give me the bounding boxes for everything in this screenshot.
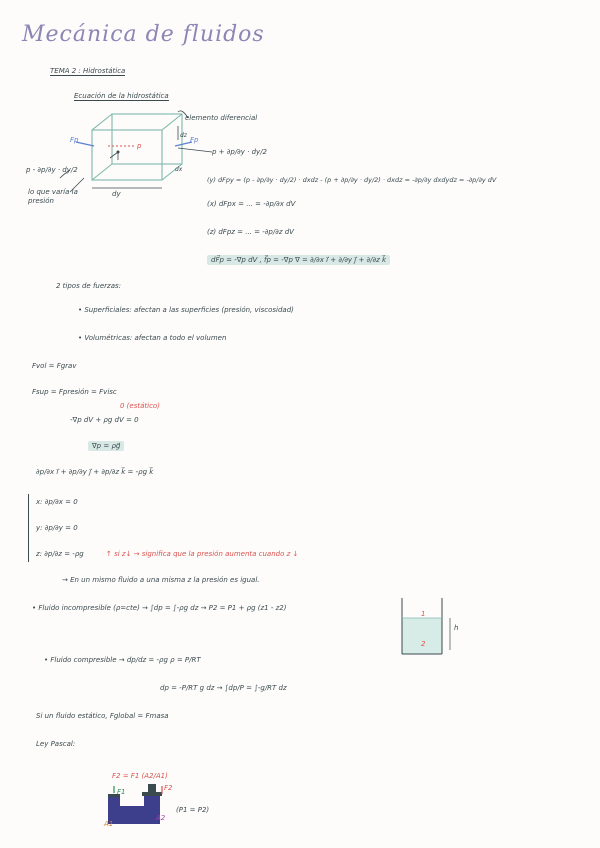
left-formula: p - ∂p/∂y · dy/2 (26, 166, 78, 174)
equation-x: (x) dFpx = ... = -∂p/∂x dV (207, 200, 296, 208)
tank-water (402, 618, 442, 654)
equation-y: (y) dFpy = (p - ∂p/∂y · dy/2) · dxdz - (p + ∂p/∂y · dy/2) · dxdz = -∂p/∂y dxdydz = -∂p/∂y dV (207, 176, 497, 184)
system-z: z: ∂p/∂z = -ρg (36, 550, 84, 558)
press-formula: F2 = F1 (A2/A1) (112, 772, 168, 780)
system-brace (28, 494, 29, 562)
section-ecuacion-heading: Ecuación de la hidrostática (74, 92, 169, 100)
press-f2-label: F2 (164, 784, 173, 792)
cube-back-face (112, 114, 182, 164)
press-a2-label: A2 (156, 814, 166, 822)
compresible-equation: • Fluido compresible → dp/dz = -ρg ρ = P/RT (44, 656, 201, 664)
press-f1-label: F1 (117, 788, 126, 796)
p-center-label: p (137, 142, 142, 150)
right-pointer (178, 148, 212, 152)
press-large-piston (142, 792, 162, 796)
press-a1-label: A1 (104, 820, 114, 828)
cube-edge (92, 114, 112, 130)
press-fluid-base (108, 806, 160, 824)
force-balance: -∇p dV + ρg dV = 0 (70, 416, 139, 424)
tank-point-1: 1 (421, 610, 426, 618)
system-z-note: ↑ si z↓ → significa que la presión aumenta cuando z ↓ (106, 550, 299, 558)
fvol-equation: Fvol = Fgrav (32, 362, 77, 370)
lo-que-varia-label: lo que varía la presión (28, 188, 78, 205)
mismo-fluido-note: → En un mismo fluido a una misma z la presión es igual. (62, 576, 260, 584)
dy-label: dy (112, 190, 121, 198)
vector-equation: ∂p/∂x i⃗ + ∂p/∂y j⃗ + ∂p/∂z k⃗ = -ρg k⃗ (36, 468, 154, 476)
tank-point-2: 2 (421, 640, 426, 648)
cube-edge (162, 114, 182, 130)
fuerzas-volumetricas: • Volumétricas: afectan a todo el volumen (78, 334, 227, 342)
dx-label: dx (175, 166, 183, 173)
dz-label: dz (180, 132, 187, 139)
estatico-note: Si un fluido estático, Fglobal = Fmasa (36, 712, 169, 720)
compresible-integral: dp = -P/RT g dz → ∫dp/P = ∫-g/RT dz (160, 684, 287, 692)
fp-right-label: Fp (190, 136, 199, 144)
cube-front-face (92, 130, 162, 180)
viscosity-zero-note: 0 (estático) (120, 402, 160, 410)
press-small-column (108, 796, 120, 808)
axis-x-small (110, 152, 118, 158)
press-large-column (144, 796, 160, 808)
system-y: y: ∂p/∂y = 0 (36, 524, 78, 532)
fuerzas-superficiales: • Superficiales: afectan a las superficies (presión, viscosidad) (78, 306, 294, 314)
tema-heading: TEMA 2 : Hidrostática (50, 67, 126, 75)
pascal-heading: Ley Pascal: (36, 740, 76, 748)
press-load (148, 784, 156, 792)
tipos-fuerzas-heading: 2 tipos de fuerzas: (56, 282, 121, 290)
page-title: Mecánica de fluidos (22, 22, 265, 47)
fsup-equation: Fsup = Fpresión = Fvisc (32, 388, 117, 396)
incompresible-equation: • Fluido incompresible (ρ=cte) → ∫dp = ∫-ρg dz → P2 = P1 + ρg (z1 - z2) (32, 604, 287, 612)
cube-edge (92, 164, 112, 180)
equation-z: (z) dFpz = ... = -∂p/∂z dV (207, 228, 294, 236)
right-formula: p + ∂p/∂y · dy/2 (212, 148, 268, 156)
press-pressure-equal: (P1 = P2) (176, 806, 210, 814)
boxed-equation: ∇p = ρg⃗ (88, 442, 124, 450)
equation-gradient: dF⃗p = -∇p dV , f⃗p = -∇p ∇ = ∂/∂x i⃗ + ∂/∂y j⃗ + ∂/∂z k⃗ (207, 256, 390, 264)
tank-height-label: h (454, 624, 459, 632)
elemento-label: elemento diferencial (185, 114, 258, 122)
fp-left-label: Fp (70, 136, 79, 144)
fp-left-arrow (76, 142, 94, 146)
system-x: x: ∂p/∂x = 0 (36, 498, 78, 506)
